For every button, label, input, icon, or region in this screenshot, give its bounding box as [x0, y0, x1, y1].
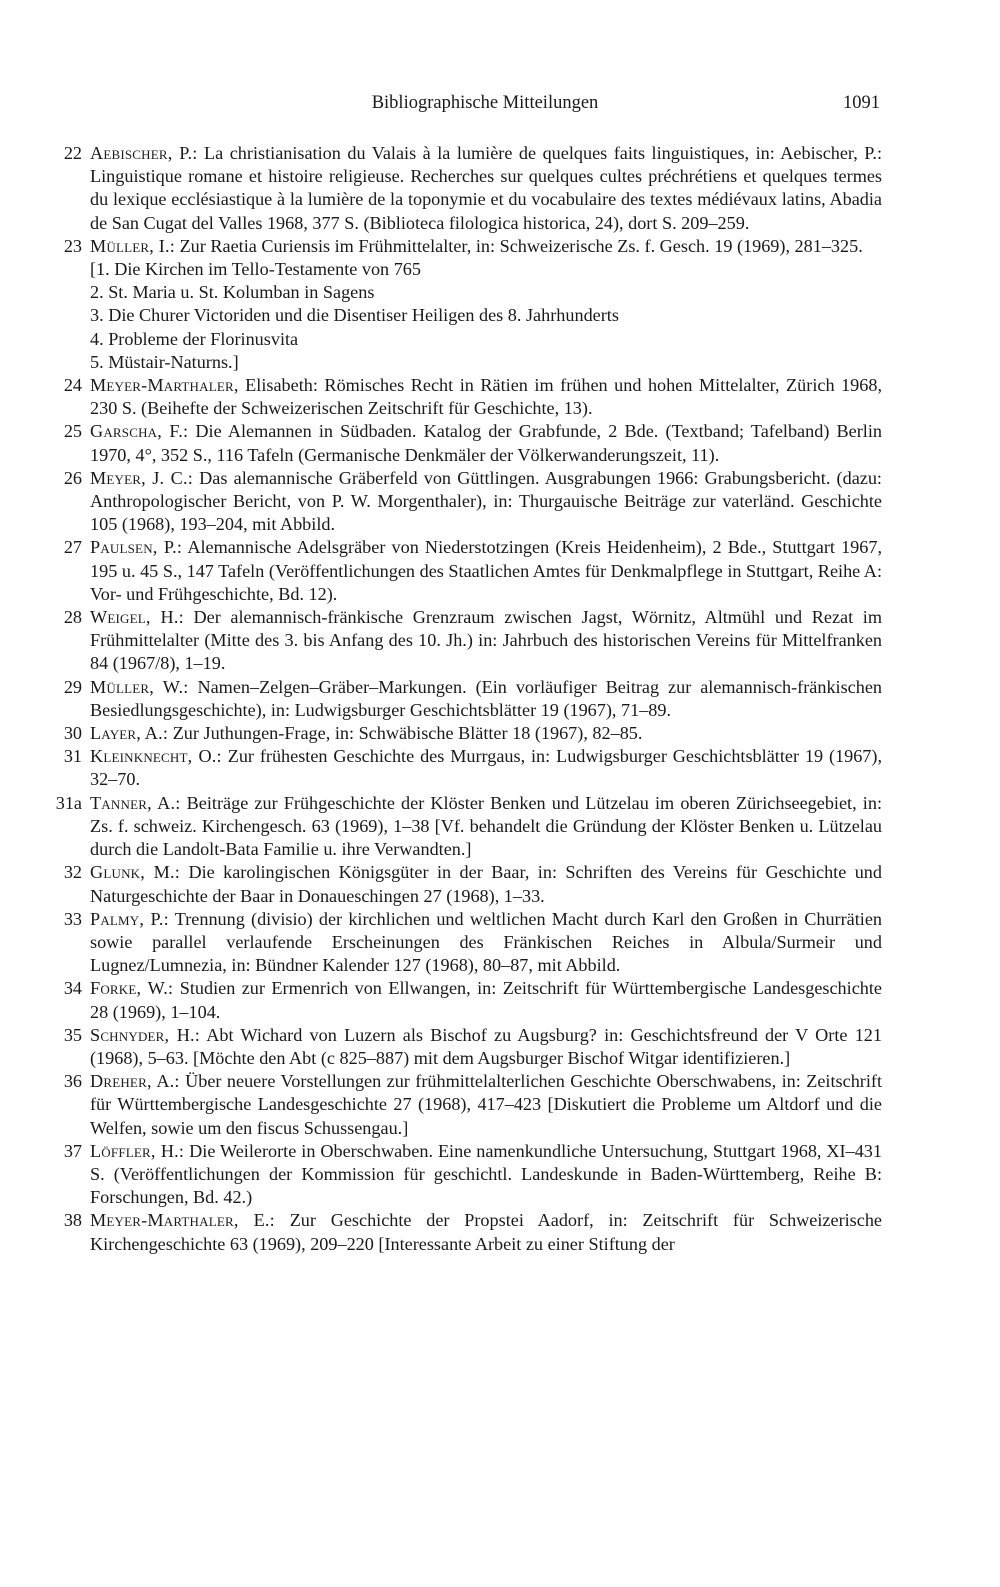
entry-text: Zur Raetia Curiensis im Frühmittelalter, in: Schweizerische Zs. f. Gesch. 19 (1969), 281–325. — [179, 235, 863, 256]
entry-text: Zur frühesten Geschichte des Murrgaus, in: Ludwigsburger Geschichtsblätter 19 (1967), 32–70. — [90, 746, 882, 790]
entry-number: 33 — [63, 908, 82, 929]
entry-text: Trennung (divisio) der kirchlichen und weltlichen Macht durch Karl den Großen in Churrätien sowie parallel verlaufende Erscheinungen des Fränkischen Reiches in Albula/Surmeir und Lugnez/Lumnezia, in: Bündner Kalender 127 (1968), 80–87, mit Abbild. — [90, 908, 883, 976]
entry-text: Der alemannisch-fränkische Grenzraum zwischen Jagst, Wörnitz, Altmühl und Rezat im Frühmittelalter (Mitte des 3. bis Anfang des 10. Jh.) in: Jahrbuch des historischen Vereins für Mittelfranken 84 (1967/8), 1–19. — [90, 607, 883, 674]
bibliography-entry — [63, 142, 883, 235]
entry-contents-list — [90, 258, 882, 374]
entry-author: Aebischer, P.: — [90, 143, 198, 163]
entry-author: Tanner, A.: — [90, 792, 181, 813]
bibliography-entry — [63, 536, 883, 606]
entry-author: Paulsen, P.: — [90, 537, 183, 558]
entry-author: Garscha, F.: — [90, 421, 189, 442]
entry-author: Meyer-Marthaler, E.: — [90, 1210, 275, 1231]
entry-text: Beiträge zur Frühgeschichte der Klöster Benken und Lützelau im oberen Zürichseegebiet, in: Zs. f. schweiz. Kirchengesch. 63 (1969), 1–38 [Vf. behandelt die Gründung der Klöster Benken u. Lützelau durch die Landolt-Bata Familie u. ihre Verwandten.] — [90, 792, 882, 860]
entry-number: 31a — [55, 792, 82, 813]
entry-text: Die Weilerorte in Oberschwaben. Eine namenkundliche Untersuchung, Stuttgart 1968, XI–431 S. (Veröffentlichungen der Kommission für geschichtl. Landeskunde in Baden-Württemberg, Reihe B: Forschungen, Bd. 42.) — [90, 1140, 882, 1208]
entry-author: Löffler, H.: — [90, 1140, 185, 1161]
entry-text: Abt Wichard von Luzern als Bischof zu Augsburg? in: Geschichtsfreund der V Orte 121 (1968), 5–63. [Möchte den Abt (c 825–887) mit dem Augsburger Bischof Witgar identifizieren.] — [90, 1024, 882, 1068]
entry-number: 25 — [63, 421, 82, 442]
entry-text: Die Alemannen in Südbaden. Katalog der Grabfunde, 2 Bde. (Textband; Tafelband) Berlin 1970, 4°, 352 S., 116 Tafeln (Germanische Denkmäler der Völkerwanderungszeit, 11). — [90, 421, 883, 465]
entry-number: 31 — [63, 746, 82, 767]
bibliography-entry — [63, 676, 882, 722]
running-title: Bibliographische Mitteilungen — [371, 93, 599, 113]
entry-number: 38 — [63, 1210, 82, 1231]
entry-text: Studien zur Ermenrich von Ellwangen, in: Zeitschrift für Württembergische Landesgeschichte 28 (1969), 1–104. — [90, 978, 882, 1022]
entry-author: Palmy, P.: — [90, 908, 169, 929]
bibliography-entry — [63, 1070, 883, 1140]
bibliography-entry — [63, 908, 883, 978]
entry-contents-item: 3. Die Churer Victoriden und die Disentiser Heiligen des 8. Jahrhunderts — [90, 305, 619, 326]
bibliography-entry — [63, 420, 883, 466]
bibliography-entry — [63, 1140, 882, 1210]
entry-contents-item: 4. Probleme der Florinusvita — [90, 328, 299, 349]
entry-number: 23 — [63, 235, 82, 256]
bibliography-list — [55, 142, 883, 1256]
running-head — [90, 90, 880, 116]
bibliography-entry — [63, 1209, 883, 1255]
bibliography-entry — [63, 977, 882, 1023]
page-number: 1091 — [843, 93, 880, 113]
entry-text: Über neuere Vorstellungen zur frühmittelalterlichen Geschichte Oberschwabens, in: Zeitschrift für Württembergische Landesgeschichte 27 (1968), 417–423 [Diskutiert die Probleme um Altdorf und die Welfen, sowie um den fiscus Schussengau.] — [90, 1071, 883, 1138]
entry-number: 37 — [63, 1140, 82, 1161]
bibliography-entry — [63, 606, 883, 676]
bibliography-entry — [63, 374, 882, 420]
entry-text: Elisabeth: Römisches Recht in Rätien im frühen und hohen Mittelalter, Zürich 1968, 230 S. (Beihefte der Schweizerischen Zeitschrift für Geschichte, 13). — [90, 375, 882, 419]
entry-text: La christianisation du Valais à la lumière de quelques faits linguistiques, in: Aebischer, P.: Linguistique romane et histoire religieuse. Recherches sur quelques cultes préchrétiens et quelques termes du lexique ecclésiastique à la lumière de la toponymie et du vocabulaire des textes médiévaux latins, Abadia de San Cugat del Valles 1968, 377 S. (Biblioteca filologica historica, 24), dort S. 209–259. — [90, 143, 883, 233]
entry-contents-item: 5. Müstair-Naturns.] — [90, 351, 239, 372]
entry-number: 28 — [63, 607, 82, 628]
entry-number: 27 — [63, 537, 82, 558]
entry-author: Schnyder, H.: — [90, 1024, 201, 1045]
entry-text: Zur Juthungen-Frage, in: Schwäbische Blätter 18 (1967), 82–85. — [172, 723, 643, 744]
entry-author: Glunk, M.: — [90, 862, 180, 883]
entry-text: Alemannische Adelsgräber von Niederstotzingen (Kreis Heidenheim), 2 Bde., Stuttgart 1967, 195 u. 45 S., 147 Tafeln (Veröffentlichungen des Staatlichen Amtes für Denkmalpflege in Stuttgart, Reihe A: Vor- und Frühgeschichte, Bd. 12). — [90, 537, 883, 604]
bibliography-entry — [63, 1024, 882, 1070]
bibliography-entry — [63, 722, 882, 745]
bibliography-entry — [63, 467, 882, 537]
entry-author: Müller, W.: — [90, 676, 189, 697]
entry-number: 32 — [63, 862, 82, 883]
bibliography-entry — [63, 861, 882, 907]
entry-author: Müller, I.: — [90, 235, 176, 256]
entry-text: Namen–Zelgen–Gräber–Markungen. (Ein vorläufiger Beitrag zur alemannisch-fränkischen Besiedlungsgeschichte), in: Ludwigsburger Geschichtsblätter 19 (1967), 71–89. — [90, 676, 882, 720]
entry-number: 35 — [63, 1024, 82, 1045]
entry-author: Dreher, A.: — [90, 1071, 180, 1092]
entry-author: Layer, A.: — [90, 723, 169, 744]
entry-author: Forke, W.: — [90, 978, 174, 999]
bibliography-entry — [63, 745, 882, 791]
entry-author: Weigel, H.: — [90, 607, 184, 628]
entry-number: 34 — [63, 978, 82, 999]
entry-author: Meyer-Marthaler, — [90, 375, 239, 396]
entry-text: Zur Geschichte der Propstei Aadorf, in: Zeitschrift für Schweizerische Kirchengeschichte 63 (1969), 209–220 [Interessante Arbeit zu einer Stiftung der — [90, 1210, 883, 1254]
entry-number: 30 — [63, 723, 82, 744]
entry-text: Das alemannische Gräberfeld von Güttlingen. Ausgrabungen 1966: Grabungsbericht. (dazu: Anthropologischer Bericht, von P. W. Morgenthaler), in: Thurgauische Beiträge zur vaterländ. Geschichte 105 (1968), 193–204, mit Abbild. — [90, 467, 882, 535]
entry-contents-item: [1. Die Kirchen im Tello-Testamente von 765 — [90, 259, 421, 280]
entry-number: 29 — [63, 676, 82, 697]
entry-author: Kleinknecht, O.: — [90, 746, 222, 767]
entry-contents-item: 2. St. Maria u. St. Kolumban in Sagens — [90, 282, 375, 303]
entry-number: 26 — [63, 467, 82, 488]
entry-number: 22 — [63, 143, 82, 163]
entry-number: 24 — [63, 375, 82, 396]
bibliography-entry — [55, 792, 882, 862]
entry-number: 36 — [63, 1071, 82, 1092]
entry-author: Meyer, J. C.: — [90, 467, 193, 488]
entry-text: Die karolingischen Königsgüter in der Baar, in: Schriften des Vereins für Geschichte und Naturgeschichte der Baar in Donaueschingen 27 (1968), 1–33. — [90, 862, 882, 906]
bibliography-entry — [63, 235, 882, 374]
